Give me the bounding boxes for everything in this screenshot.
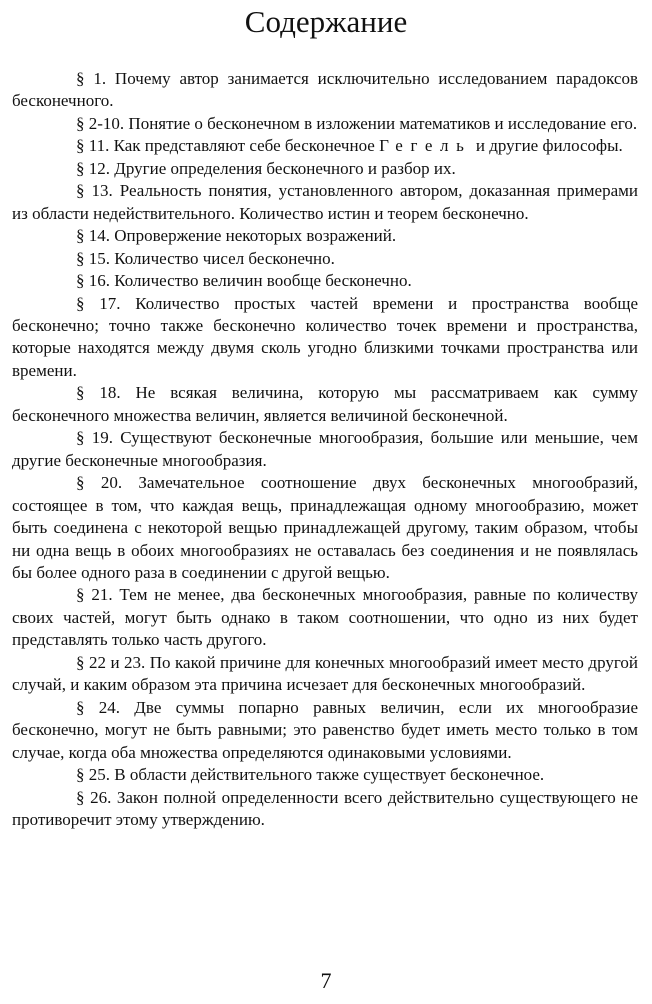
toc-entry-13: § 13. Реальность понятия, установленного автором, доказанная примерами из области недействительного. Количество истин и теорем бесконечно. [12, 181, 638, 223]
page-number: 7 [320, 968, 332, 993]
toc-entry-11 [12, 135, 638, 157]
toc-entry-11-after: и другие философы. [471, 136, 623, 156]
toc-entry-19: § 19. Существуют бесконечные многообразия, большие или меньшие, чем другие бесконечные многообразия. [12, 428, 638, 470]
hegel-name: Гегель [379, 136, 472, 156]
table-of-contents [12, 68, 638, 831]
toc-entry-18: § 18. Не всякая величина, которую мы рассматриваем как сумму бесконечного множества величин, является величиной бесконечной. [12, 383, 638, 425]
toc-entry-24: § 24. Две суммы попарно равных величин, если их многообразие бесконечно, могут не быть равными; это равенство будет иметь место только в том случае, когда оба множества определяются одинаковыми условиями. [12, 697, 638, 762]
toc-entry-15: § 15. Количество чисел бесконечно. [76, 248, 335, 268]
toc-entry-22-23: § 22 и 23. По какой причине для конечных многообразий имеет место другой случай, и каким образом эта причина исчезает для бесконечных многообразий. [12, 652, 638, 695]
toc-entry-26: § 26. Закон полной определенности всего действительно существующего не противоречит этому утверждению. [12, 787, 638, 829]
toc-entry-20: § 20. Замечательное соотношение двух бесконечных многообразий, состоящее в том, что каждая вещь, принадлежащая одному многообразию, может быть соединена с некоторой вещью принадлежащей другому, таким образом, чтобы ни одна вещь в обоих многообразиях не оставалась без соединения и не появлялась бы более одного раза в соединении с другой вещью. [12, 473, 638, 582]
toc-entry-21: § 21. Тем не менее, два бесконечных многообразия, равные по количеству своих частей, могут быть однако в таком соотношении, что одно из них будет представлять только часть другого. [12, 585, 638, 650]
toc-entry-14: § 14. Опровержение некоторых возражений. [76, 226, 397, 246]
toc-entry-11-before: § 11. Как представляют себе бесконечное [76, 136, 380, 156]
toc-entry-17: § 17. Количество простых частей времени и пространства вообще бесконечно; точно также бесконечно количество точек времени и пространства, которые находятся между двумя сколь угодно близкими точками пространства или времени. [12, 293, 638, 380]
toc-entry-2-10: § 2-10. Понятие о бесконечном в изложении математиков и исследование его. [76, 113, 638, 133]
page-title: Содержание [244, 4, 408, 39]
toc-entry-1: § 1. Почему автор занимается исключительно исследованием парадоксов бесконечного. [12, 69, 638, 111]
toc-entry-16: § 16. Количество величин вообще бесконечно. [76, 271, 412, 291]
toc-entry-25: § 25. В области действительного также существует бесконечное. [76, 765, 545, 785]
toc-entry-12: § 12. Другие определения бесконечного и разбор их. [76, 158, 456, 178]
